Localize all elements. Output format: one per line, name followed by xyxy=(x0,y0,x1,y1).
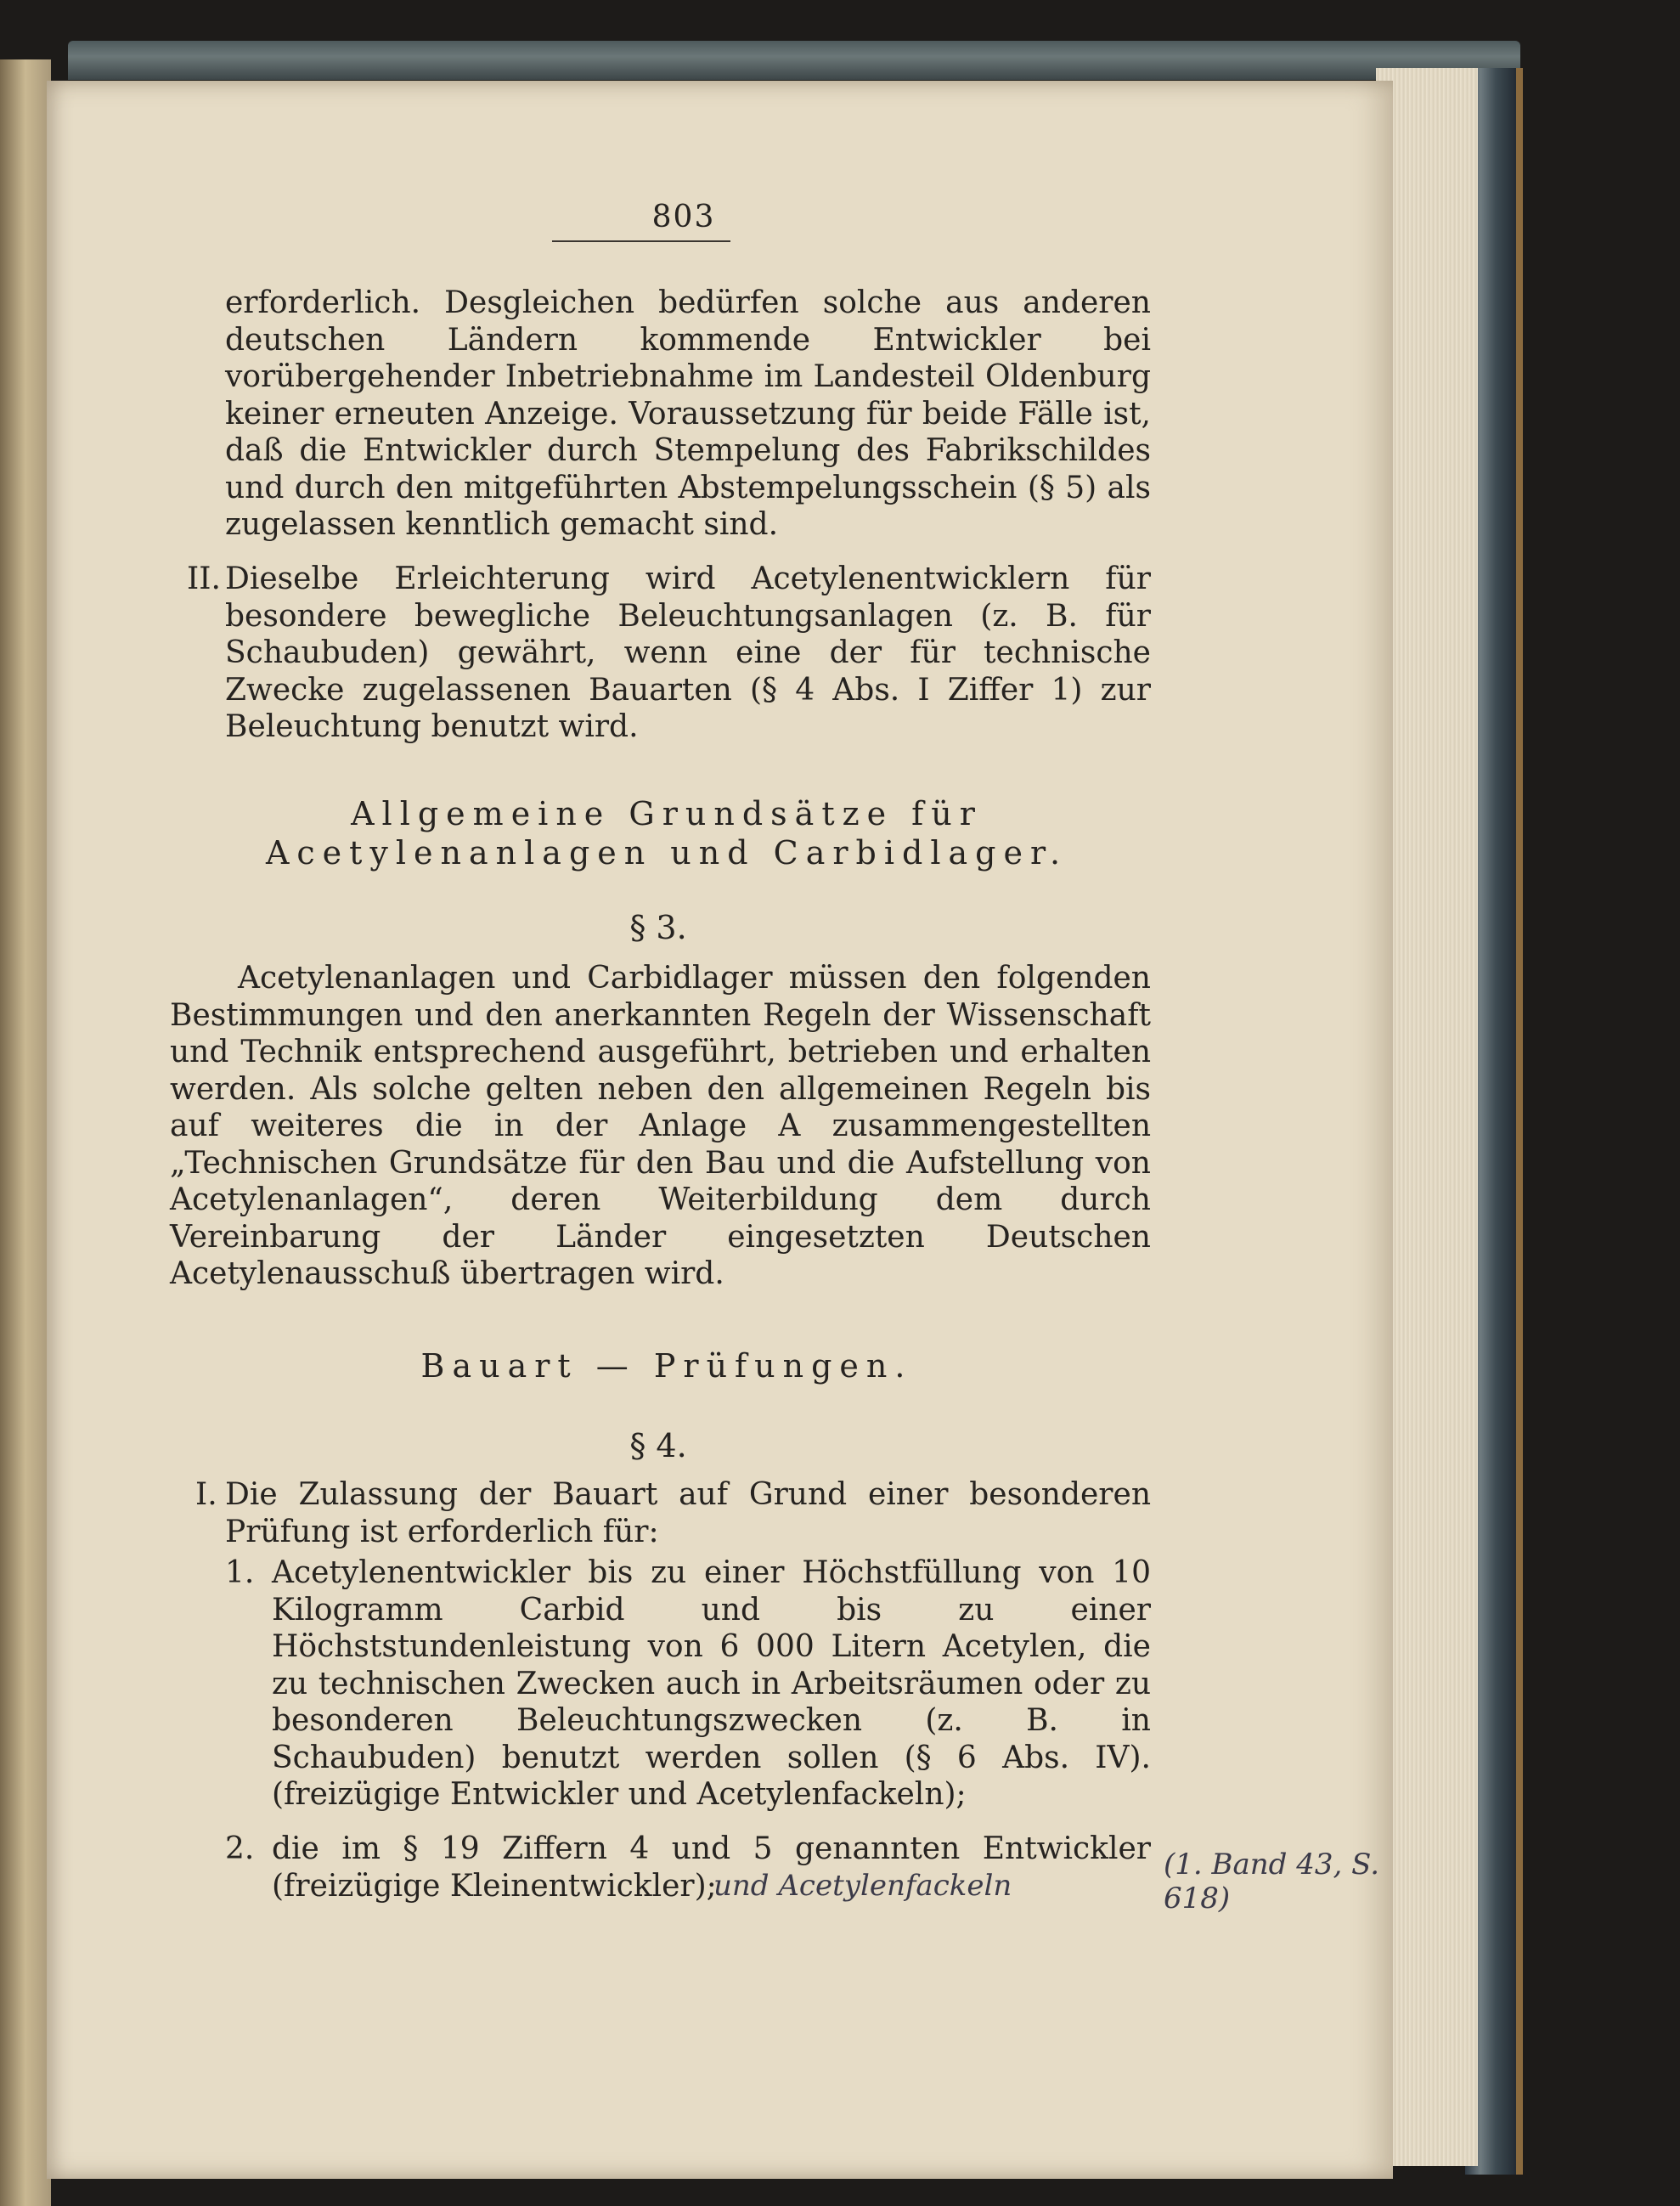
paragraph-text: Die Zulassung der Bauart auf Grund einer besonderen Prüfung ist erforderlich für: xyxy=(225,1477,1151,1549)
handwritten-margin-note: (1. Band 43, S. 618) xyxy=(1164,1848,1380,1915)
paragraph-text: Dieselbe Erleichterung wird Acetylenentwicklern für besondere bewegliche Beleuchtungsanlagen (z. B. für Schaubuden) gewährt, wenn eine der für technische Zwecke zugelassenen Bauarten (§ 4 Abs. I Ziffer 1) zur Beleuchtung benutzt wird. xyxy=(225,561,1151,744)
paragraph-3 xyxy=(170,960,1151,1293)
list-item-number: 2. xyxy=(225,1831,255,1866)
section-heading: Bauart — Prüfungen. xyxy=(420,1347,913,1385)
paragraph-number: I. xyxy=(195,1477,217,1512)
paragraph-number: II. xyxy=(187,561,221,596)
section-number: § 4. xyxy=(629,1427,687,1464)
paragraph-text: erforderlich. Desgleichen bedürfen solche aus anderen deutschen Ländern kommende Entwickler bei vorübergehender Inbetriebnahme im Landesteil Oldenburg keiner erneuten Anzeige. Voraussetzung für beide Fälle ist, daß die Entwickler durch Stempelung des Fabrikschildes und durch den mitgeführten Abstempelungsschein (§ 5) als zugelassen kenntlich gemacht sind. xyxy=(225,285,1151,542)
paragraph-ii xyxy=(225,561,1151,746)
paragraph-text: Acetylenanlagen und Carbidlager müssen den folgenden Bestimmungen und den anerkannten Regeln der Wissenschaft und Technik entsprechend ausgeführt, betrieben und erhalten werden. Als solche gelten neben den allgemeinen Regeln bis auf weiteres die in der Anlage A zusammengestellten „Technischen Grundsätze für den Bau und die Aufstellung von Acetylenanlagen“, deren Weiterbildung dem durch Vereinbarung der Länder eingesetzten Deutschen Acetylenausschuß übertragen wird. xyxy=(170,961,1151,1291)
page-number: 803 xyxy=(651,200,716,234)
page-number-rule xyxy=(552,240,730,242)
book-top-edge xyxy=(68,41,1520,80)
book-spine xyxy=(0,59,51,2206)
list-item-number: 1. xyxy=(225,1555,255,1590)
paragraph-continuation xyxy=(225,285,1151,544)
section-number: § 3. xyxy=(629,909,687,946)
handwritten-annotation: und Acetylenfackeln xyxy=(713,1869,1012,1903)
paragraph-4-i xyxy=(225,1476,1151,1550)
book-page xyxy=(47,81,1393,2179)
list-item: die im § 19 Ziffern 4 und 5 genannten Entwickler (freizügige Kleinentwickler); xyxy=(272,1831,1151,1904)
list-item: Acetylenentwickler bis zu einer Höchstfüllung von 10 Kilogramm Carbid und bis zu einer Höchststundenleistung von 6 000 Litern Acetylen, die zu technischen Zwecken auch in Arbeitsräumen oder zu besonderen Beleuchtungszwecken (z. B. in Schaubuden) benutzt werden sollen (§ 6 Abs. IV). (freizügige Entwickler und Acetylenfackeln); xyxy=(272,1555,1151,1812)
section-heading: Allgemeine Grundsätze für Acetylenanlagen und Carbidlager. xyxy=(265,795,1068,872)
